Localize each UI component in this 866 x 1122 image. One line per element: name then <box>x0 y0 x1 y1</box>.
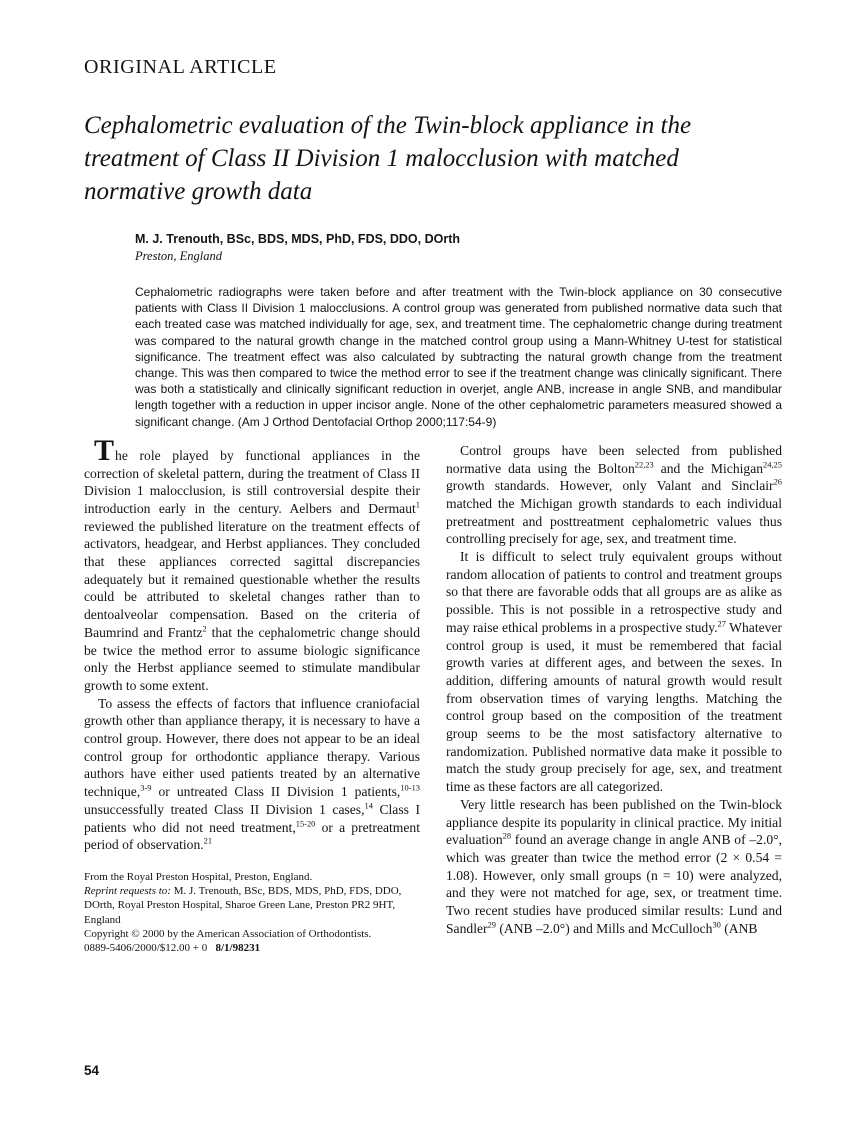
footnote-publication-code: 0889-5406/2000/$12.00 + 0 8/1/98231 <box>84 942 261 955</box>
page-number: 54 <box>84 1063 100 1078</box>
article-title: Cephalometric evaluation of the Twin-block appliance in the treatment of Class II Division 1 malocclusion with matched normative growth data <box>84 112 692 205</box>
author-name: M. J. Trenouth, BSc, BDS, MDS, PhD, FDS, DDO, DOrth <box>135 232 461 246</box>
body-columns <box>84 433 783 955</box>
byline <box>135 232 782 264</box>
author-location: Preston, England <box>135 249 223 263</box>
body-paragraph-control-need: To assess the effects of factors that influence craniofacial growth other than appliance therapy, it is necessary to have a control group. However, there does not appear to be an ideal control group for orthodontic appliance therapy. Various authors have either used patients treated by an alternative technique,$^{3-9}$ or untreated Class II Division 1 patients,$^{10-13}$ unsuccessfully treated Class II Division 1 cases,$^{14}$ Class I patients who did not need treatment,$^{15-20}$ or a pretreatment period of observation.$^{21}$ <box>84 695 420 853</box>
body-paragraph-twin-block-research: Very little research has been published on the Twin-block appliance despite its popularity in clinical practice. My initial evaluation$^{28}$ found an average change in angle ANB of –2.0°, which was greater than twice the method error (2 × 0.54 = 1.08). However, only small groups (n = 10) were analyzed, and they were not matched for age, sex, or treatment time. Two recent studies have produced similar results: Lund and Sandler$^{29}$ (ANB –2.0°) and Mills and McCulloch$^{30}$ (ANB <box>446 796 782 936</box>
footnote-reprint-requests: Reprint requests to: M. J. Trenouth, BSc, BDS, MDS, PhD, FDS, DDO, DOrth, Royal Preston Hospital, Sharoe Green Lane, Preston PR2 9HT, England <box>84 885 402 926</box>
body-column-right <box>446 442 782 955</box>
body-paragraph-equivalent-groups: It is difficult to select truly equivalent groups without random allocation of patients to control and treatment groups so that there are favorable odds that all groups are as alike as possible. This is not possible in a retrospective study and may raise ethical problems in a prospective study.$^{27}$ Whatever control group is used, it must be remembered that facial growth varies at different ages, and between the sexes. In addition, differing amounts of natural growth would result from observation times of varying lengths. Matching the control group based on the composition of the treatment group seems to be the most satisfactory alternative to randomization. Published normative data make it possible to match the study group precisely for age, sex, and treatment time as these factors are all categorized. <box>446 549 783 795</box>
body-paragraph-intro: The role played by functional appliances in the correction of skeletal pattern, during the treatment of Class II Division 1 malocclusion, is still controversial despite their introduction early in the century. Aelbers and Dermaut$^1$ reviewed the published literature on the treatment effects of activators, headgear, and Herbst appliances. They concluded that these appliances corrected sagittal discrepancies adequately but it remained questionable whether the results could be attributed to skeletal changes rather than to dentoalveolar compensation. Based on the criteria of Baumrind and Frantz$^2$ that the cephalometric change should be twice the method error to assume biologic significance only the Herbst appliance seemed to stimulate mandibular growth to some extent. <box>84 433 420 693</box>
article-type-heading: ORIGINAL ARTICLE <box>84 56 277 78</box>
footnote-affiliation: From the Royal Preston Hospital, Preston, England. <box>84 871 313 883</box>
footnotes-block <box>84 870 420 955</box>
footnote-copyright: Copyright © 2000 by the American Association of Orthodontists. <box>84 927 372 940</box>
body-paragraph-control-groups: Control groups have been selected from published normative data using the Bolton$^{22,23}$ and the Michigan$^{24,25}$ growth standards. However, only Valant and Sinclair$^{26}$ matched the Michigan growth standards to each individual pretreatment and posttreatment cephalometric values thus controlling precisely for age, sex, and treatment time. <box>446 442 782 547</box>
body-column-left <box>84 433 420 955</box>
abstract-text: Cephalometric radiographs were taken before and after treatment with the Twin-block appliance on 30 consecutive patients with Class II Division 1 malocclusions. A control group was generated from published normative data such that each treated case was matched individually for age, sex, and treatment time. The cephalometric change during treatment was compared to the natural growth change in the matched control group using a Mann-Whitney U-test for statistical significance. The treatment effect was also calculated by subtracting the natural growth change from the treatment change. This was then compared to twice the method error to see if the treatment change was clinically significant. There was both a statistically and clinically significant reduction in overjet, angle ANB, increase in angle SNB, and mandibular length together with a reduction in upper incisor angle. None of the other cephalometric parameters measured showed a significant change. (Am J Orthod Dentofacial Orthop 2000;117:54-9) <box>135 285 782 429</box>
